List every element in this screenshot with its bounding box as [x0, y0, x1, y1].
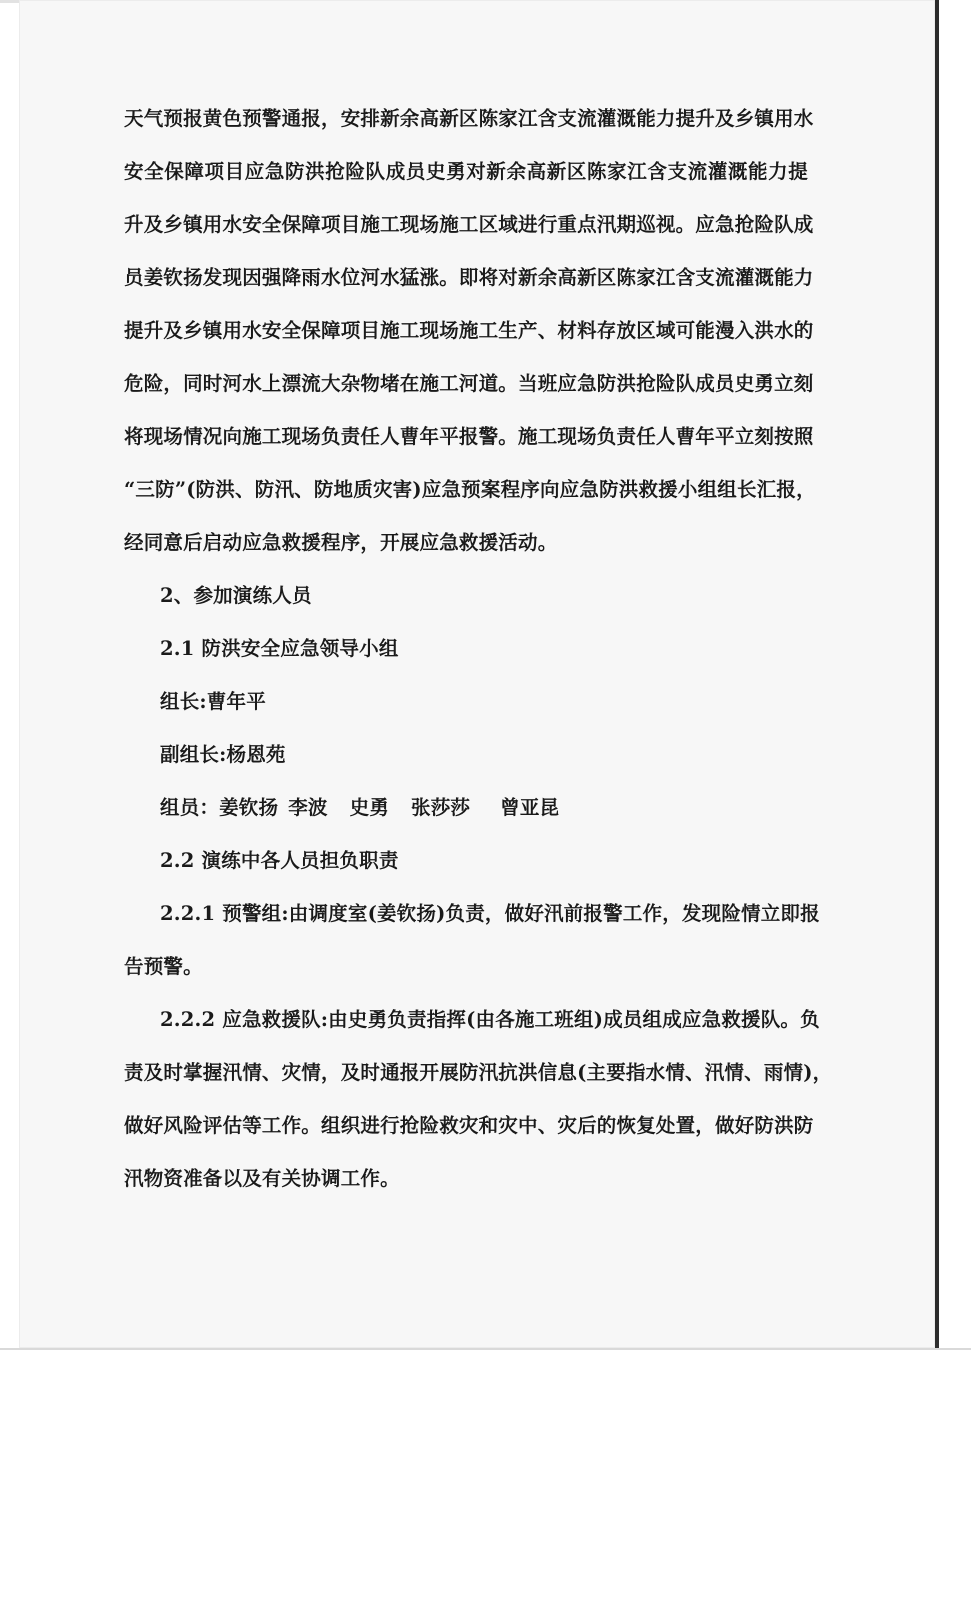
- section-2-2-1-line: 告预警。: [124, 955, 203, 978]
- section-2-heading: 2、参加演练人员: [160, 584, 312, 607]
- paragraph-1-line: 经同意后启动应急救援程序，开展应急救援活动。: [124, 531, 558, 554]
- paragraph-1-line: 危险，同时河水上漂流大杂物堵在施工河道。当班应急防洪抢险队成员史勇立刻: [124, 372, 814, 395]
- member-name: 姜钦扬: [219, 796, 279, 819]
- section-2-1-heading: 2.1 防洪安全应急领导小组: [160, 637, 399, 660]
- leader-line: 组长:曹年平: [160, 690, 266, 713]
- member-name: 张莎莎: [411, 796, 471, 819]
- section-2-2-1-line: 2.2.1 预警组:由调度室(姜钦扬)负责，做好汛前报警工作，发现险情立即报: [160, 902, 820, 925]
- member-name: 史勇: [349, 796, 390, 819]
- scan-bottom-edge: [0, 1348, 971, 1350]
- section-2-2-2-line: 2.2.2 应急救援队:由史勇负责指挥(由各施工班组)成员组成应急救援队。负: [160, 1008, 820, 1031]
- paragraph-1-line: 员姜钦扬发现因强降雨水位河水猛涨。即将对新余高新区陈家江含支流灌溉能力: [124, 266, 814, 289]
- paragraph-1-line: “三防”(防洪、防汛、防地质灾害)应急预案程序向应急防洪救援小组组长汇报，: [124, 478, 816, 501]
- paragraph-1-line: 提升及乡镇用水安全保障项目施工现场施工生产、材料存放区域可能漫入洪水的: [124, 319, 814, 342]
- deputy-leader-line: 副组长:杨恩苑: [160, 743, 286, 766]
- section-2-2-2-line: 做好风险评估等工作。组织进行抢险救灾和灾中、灾后的恢复处置，做好防洪防: [124, 1114, 814, 1137]
- members-label: 组员：: [160, 796, 220, 819]
- section-2-2-heading: 2.2 演练中各人员担负职责: [160, 849, 399, 872]
- paragraph-1-line: 天气预报黄色预警通报，安排新余高新区陈家江含支流灌溉能力提升及乡镇用水: [124, 107, 814, 130]
- document-body: [124, 92, 833, 1205]
- paragraph-1-line: 将现场情况向施工现场负责任人曹年平报警。施工现场负责任人曹年平立刻按照: [124, 425, 814, 448]
- paragraph-1-line: 安全保障项目应急防洪抢险队成员史勇对新余高新区陈家江含支流灌溉能力提: [124, 160, 808, 183]
- section-2-2-2-line: 责及时掌握汛情、灾情，及时通报开展防汛抗洪信息(主要指水情、汛情、雨情)，: [124, 1061, 833, 1084]
- member-name: 曾亚昆: [500, 796, 560, 819]
- section-2-2-2-line: 汛物资准备以及有关协调工作。: [124, 1167, 400, 1190]
- members-line: [124, 781, 808, 834]
- paragraph-1-line: 升及乡镇用水安全保障项目施工现场施工区域进行重点汛期巡视。应急抢险队成: [124, 213, 814, 236]
- member-name: 李波: [288, 796, 328, 819]
